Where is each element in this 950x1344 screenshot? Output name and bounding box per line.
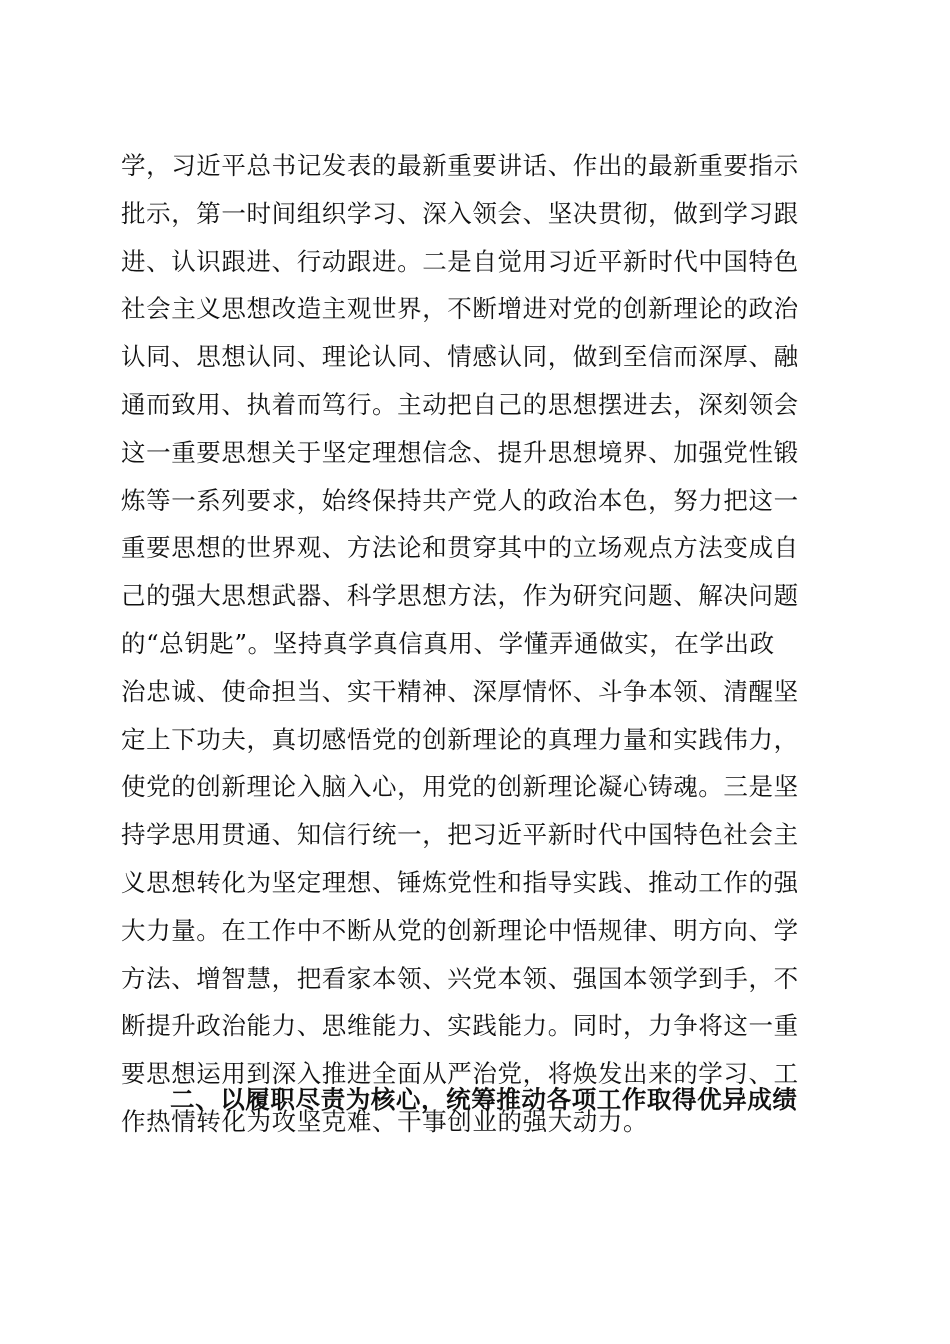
paragraph-line: 这一重要思想关于坚定理想信念、提升思想境界、加强党性锻 (121, 437, 799, 467)
paragraph-line: 己的强大思想武器、科学思想方法，作为研究问题、解决问题 (121, 581, 799, 611)
paragraph-line: 要思想运用到深入推进全面从严治党，将焕发出来的学习、工 (121, 1059, 799, 1089)
paragraph-line: 使党的创新理论入脑入心，用党的创新理论凝心铸魂。三是坚 (121, 772, 799, 802)
paragraph-line: 重要思想的世界观、方法论和贯穿其中的立场观点方法变成自 (121, 533, 799, 563)
paragraph-line: 方法、增智慧，把看家本领、兴党本领、强国本领学到手，不 (121, 963, 799, 993)
paragraph-line: 治忠诚、使命担当、实干精神、深厚情怀、斗争本领、清醒坚 (121, 676, 799, 706)
paragraph-line: 义思想转化为坚定理想、锤炼党性和指导实践、推动工作的强 (121, 867, 799, 897)
paragraph-line: 定上下功夫，真切感悟党的创新理论的真理力量和实践伟力， (121, 724, 799, 754)
paragraph-line: 大力量。在工作中不断从党的创新理论中悟规律、明方向、学 (121, 915, 799, 945)
paragraph-line: 社会主义思想改造主观世界，不断增进对党的创新理论的政治 (121, 294, 799, 324)
paragraph-line: 作热情转化为攻坚克难、干事创业的强大动力。 (121, 1106, 649, 1136)
paragraph-line: 认同、思想认同、理论认同、情感认同，做到至信而深厚、融 (121, 342, 799, 372)
paragraph-line: 进、认识跟进、行动跟进。二是自觉用习近平新时代中国特色 (121, 246, 799, 276)
paragraph-line: 批示，第一时间组织学习、深入领会、坚决贯彻，做到学习跟 (121, 198, 799, 228)
paragraph-line: 通而致用、执着而笃行。主动把自己的思想摆进去，深刻领会 (121, 389, 799, 419)
paragraph-line: 持学思用贯通、知信行统一，把习近平新时代中国特色社会主 (121, 820, 799, 850)
paragraph-line: 炼等一系列要求，始终保持共产党人的政治本色，努力把这一 (121, 485, 799, 515)
section-heading: 二、以履职尽责为核心，统筹推动各项工作取得优异成绩 (170, 1085, 798, 1114)
paragraph-line: 学，习近平总书记发表的最新重要讲话、作出的最新重要指示 (121, 151, 799, 180)
paragraph-line: 的“总钥匙”。坚持真学真信真用、学懂弄通做实，在学出政 (121, 628, 775, 658)
paragraph-line: 断提升政治能力、思维能力、实践能力。同时，力争将这一重 (121, 1011, 799, 1041)
body-paragraph (121, 142, 827, 1146)
